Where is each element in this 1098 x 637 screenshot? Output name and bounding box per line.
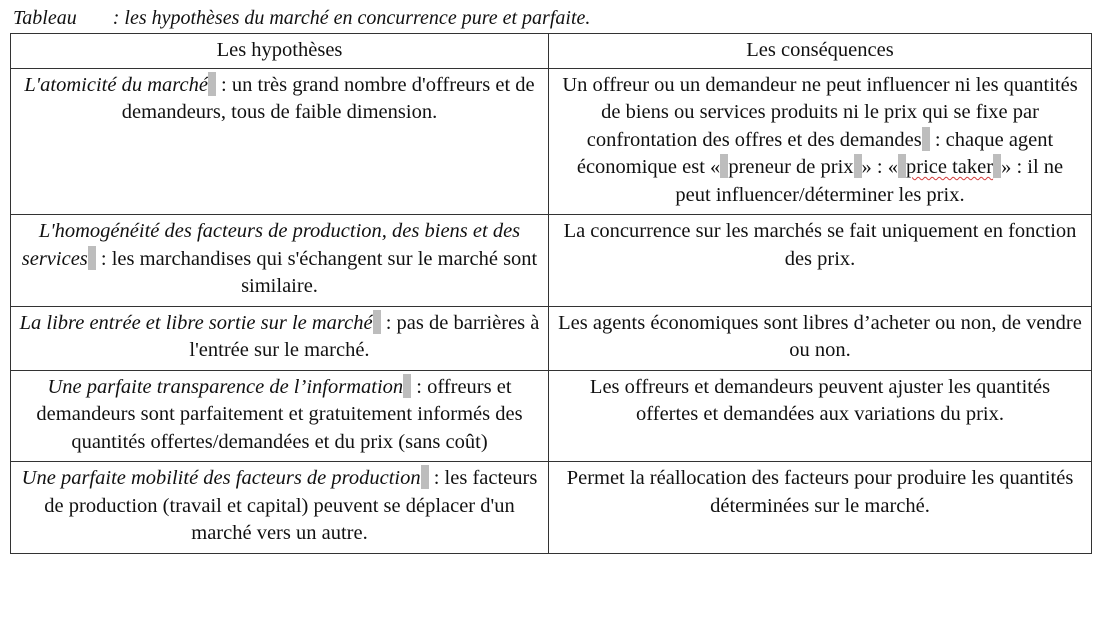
consequence-cell: Permet la réallocation des facteurs pour produire les quantités déterminées sur le marché.: [549, 462, 1092, 554]
consequence-cell: Les offreurs et demandeurs peuvent ajuster les quantités offertes et demandées aux variations du prix.: [549, 370, 1092, 462]
hypothesis-text: : les facteurs de production (travail et capital) peuvent se déplacer d'un marché vers un autre.: [44, 467, 538, 544]
consequence-cell: Les agents économiques sont libres d’acheter ou non, de vendre ou non.: [549, 306, 1092, 370]
consequence-cell: La concurrence sur les marchés se fait uniquement en fonction des prix.: [549, 215, 1092, 307]
highlight-mark: [403, 374, 411, 398]
table-caption: [13, 5, 590, 31]
highlight-mark: [208, 72, 216, 96]
hypothesis-cell: [11, 215, 549, 307]
hypothesis-term: Une parfaite transparence de l’information: [47, 375, 404, 398]
hypothesis-cell: [11, 306, 549, 370]
caption-text: : les hypothèses du marché en concurrence pure et parfaite.: [112, 7, 591, 29]
hypothesis-term: La libre entrée et libre sortie sur le marché: [19, 311, 373, 334]
hypothesis-text: : un très grand nombre d'offreurs et de demandeurs, tous de faible dimension.: [121, 73, 535, 123]
highlight-mark: [88, 246, 96, 270]
highlight-mark: [854, 154, 862, 178]
highlight-mark: [421, 465, 429, 489]
highlight-mark: [993, 154, 1001, 178]
consequence-cell: [549, 68, 1092, 215]
table-row: [11, 306, 1092, 370]
hypothesis-cell: [11, 462, 549, 554]
highlight-mark: [922, 127, 930, 151]
consequence-text: Un offreur ou un demandeur ne peut influencer ni les quantités de biens ou services produits ni le prix qui se fixe par confrontation des offres et des demandes: [562, 73, 1078, 151]
table-row: [11, 462, 1092, 554]
highlight-mark: [898, 154, 906, 178]
hypothesis-cell: [11, 68, 549, 215]
table-row: [11, 68, 1092, 215]
table-row: [11, 215, 1092, 307]
hypothesis-text: : les marchandises qui s'échangent sur le marché sont similaire.: [100, 247, 538, 297]
consequence-quote: preneur de prix: [728, 156, 854, 178]
table-row: [11, 370, 1092, 462]
consequence-text: » : «: [861, 156, 898, 178]
hypothesis-term: L'atomicité du marché: [24, 73, 208, 96]
caption-label: Tableau: [13, 7, 77, 29]
spellcheck-underlined-term: price taker: [906, 156, 994, 178]
column-header-hypotheses: Les hypothèses: [11, 34, 549, 69]
column-header-consequences: Les conséquences: [549, 34, 1092, 69]
hypothesis-term: L'homogénéité des facteurs de production, des biens et des services: [21, 220, 521, 270]
hypothesis-term: Une parfaite mobilité des facteurs de production: [21, 467, 421, 489]
highlight-mark: [373, 310, 381, 334]
hypothesis-cell: [11, 370, 549, 462]
hypothesis-text: : pas de barrières à l'entrée sur le marché.: [189, 311, 540, 361]
hypotheses-table: [10, 33, 1092, 554]
hypothesis-text: : offreurs et demandeurs sont parfaitement et gratuitement informés des quantités offertes/demandées et du prix (sans coût): [36, 375, 523, 453]
table-header-row: [11, 34, 1092, 69]
consequence-text: » : il ne peut influencer/déterminer les prix.: [675, 156, 1064, 206]
consequence-text: : chaque agent économique est «: [576, 128, 1054, 178]
